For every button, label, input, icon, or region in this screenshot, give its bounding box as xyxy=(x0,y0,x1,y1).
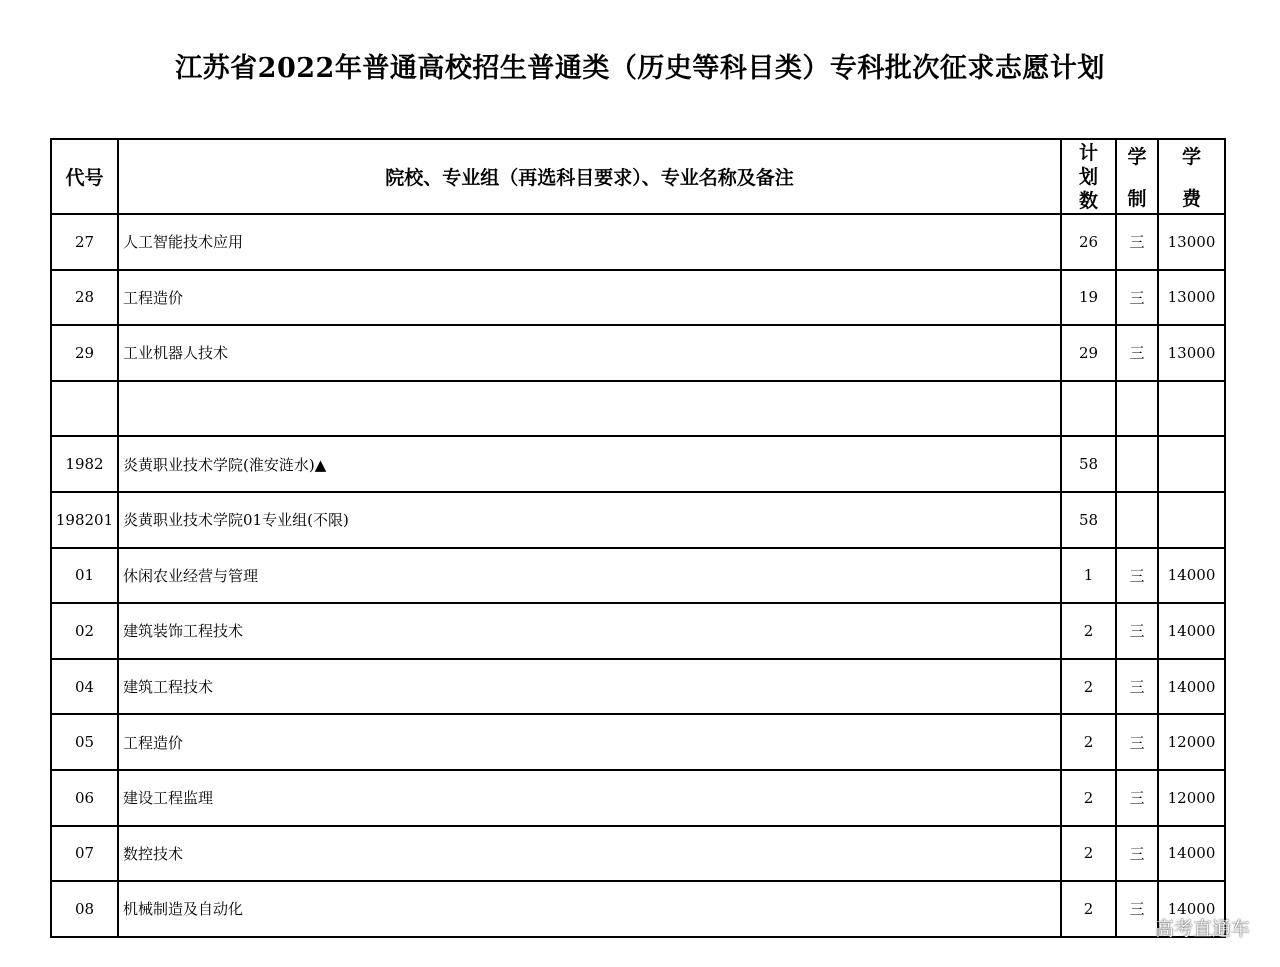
cell-name: 建筑工程技术 xyxy=(118,659,1061,715)
cell-name: 工程造价 xyxy=(118,270,1061,326)
cell-duration: 三 xyxy=(1116,881,1158,937)
cell-plan: 58 xyxy=(1061,492,1116,548)
cell-duration: 三 xyxy=(1116,214,1158,270)
table-row xyxy=(51,270,1225,326)
cell-code: 04 xyxy=(51,659,118,715)
cell-name: 工业机器人技术 xyxy=(118,325,1061,381)
header-plan-label: 计划数 xyxy=(1078,141,1098,212)
table-row xyxy=(51,492,1225,548)
cell-code: 1982 xyxy=(51,436,118,492)
cell-name: 数控技术 xyxy=(118,826,1061,882)
cell-code: 198201 xyxy=(51,492,118,548)
cell-name: 工程造价 xyxy=(118,714,1061,770)
cell-code: 05 xyxy=(51,714,118,770)
cell-fee: 14000 xyxy=(1158,603,1225,659)
cell-duration: 三 xyxy=(1116,659,1158,715)
table-row xyxy=(51,770,1225,826)
header-code: 代号 xyxy=(51,139,118,214)
cell-code: 27 xyxy=(51,214,118,270)
cell-fee: 13000 xyxy=(1158,214,1225,270)
cell-plan: 1 xyxy=(1061,548,1116,604)
cell-code: 28 xyxy=(51,270,118,326)
cell-duration: 三 xyxy=(1116,325,1158,381)
cell-duration: 三 xyxy=(1116,826,1158,882)
header-fee xyxy=(1158,139,1225,214)
cell-plan xyxy=(1061,381,1116,437)
cell-plan: 2 xyxy=(1061,770,1116,826)
cell-fee: 14000 xyxy=(1158,659,1225,715)
cell-fee: 13000 xyxy=(1158,325,1225,381)
cell-name: 人工智能技术应用 xyxy=(118,214,1061,270)
cell-name: 休闲农业经营与管理 xyxy=(118,548,1061,604)
cell-duration xyxy=(1116,381,1158,437)
header-duration-top: 学 xyxy=(1127,146,1147,168)
header-duration xyxy=(1116,139,1158,214)
table-row xyxy=(51,325,1225,381)
cell-name: 建设工程监理 xyxy=(118,770,1061,826)
cell-plan: 2 xyxy=(1061,881,1116,937)
header-fee-bottom: 费 xyxy=(1181,188,1201,210)
cell-code: 07 xyxy=(51,826,118,882)
cell-code: 06 xyxy=(51,770,118,826)
cell-fee xyxy=(1158,492,1225,548)
header-duration-bottom: 制 xyxy=(1127,188,1147,210)
cell-plan: 2 xyxy=(1061,714,1116,770)
cell-code: 29 xyxy=(51,325,118,381)
header-plan xyxy=(1061,139,1116,214)
cell-plan: 2 xyxy=(1061,659,1116,715)
cell-name: 机械制造及自动化 xyxy=(118,881,1061,937)
cell-fee: 12000 xyxy=(1158,714,1225,770)
cell-fee: 14000 xyxy=(1158,826,1225,882)
page-title: 江苏省2022年普通高校招生普通类（历史等科目类）专科批次征求志愿计划 xyxy=(175,53,1105,84)
cell-plan: 26 xyxy=(1061,214,1116,270)
cell-plan: 2 xyxy=(1061,826,1116,882)
table-row xyxy=(51,714,1225,770)
cell-duration: 三 xyxy=(1116,770,1158,826)
plan-table xyxy=(50,138,1226,938)
cell-code: 08 xyxy=(51,881,118,937)
cell-plan: 19 xyxy=(1061,270,1116,326)
cell-fee: 14000 xyxy=(1158,548,1225,604)
cell-code: 01 xyxy=(51,548,118,604)
header-name: 院校、专业组（再选科目要求）、专业名称及备注 xyxy=(118,139,1061,214)
table-row xyxy=(51,881,1225,937)
table-row xyxy=(51,826,1225,882)
cell-name: 炎黄职业技术学院01专业组(不限) xyxy=(118,492,1061,548)
table-row xyxy=(51,659,1225,715)
cell-fee xyxy=(1158,381,1225,437)
cell-name: 炎黄职业技术学院(淮安涟水)▲ xyxy=(118,436,1061,492)
table-header-row xyxy=(51,139,1225,214)
cell-duration: 三 xyxy=(1116,548,1158,604)
cell-fee: 14000 xyxy=(1158,881,1225,937)
table-row xyxy=(51,381,1225,437)
watermark: 高考直通车 xyxy=(1154,918,1250,940)
cell-duration: 三 xyxy=(1116,714,1158,770)
cell-plan: 2 xyxy=(1061,603,1116,659)
cell-duration xyxy=(1116,436,1158,492)
table-row xyxy=(51,603,1225,659)
cell-plan: 58 xyxy=(1061,436,1116,492)
cell-code: 02 xyxy=(51,603,118,659)
cell-fee: 13000 xyxy=(1158,270,1225,326)
table-row xyxy=(51,548,1225,604)
cell-name: 建筑装饰工程技术 xyxy=(118,603,1061,659)
table-row xyxy=(51,214,1225,270)
cell-duration xyxy=(1116,492,1158,548)
cell-fee xyxy=(1158,436,1225,492)
cell-code xyxy=(51,381,118,437)
cell-name xyxy=(118,381,1061,437)
cell-plan: 29 xyxy=(1061,325,1116,381)
cell-fee: 12000 xyxy=(1158,770,1225,826)
table-row xyxy=(51,436,1225,492)
header-fee-top: 学 xyxy=(1181,146,1201,168)
cell-duration: 三 xyxy=(1116,603,1158,659)
cell-duration: 三 xyxy=(1116,270,1158,326)
